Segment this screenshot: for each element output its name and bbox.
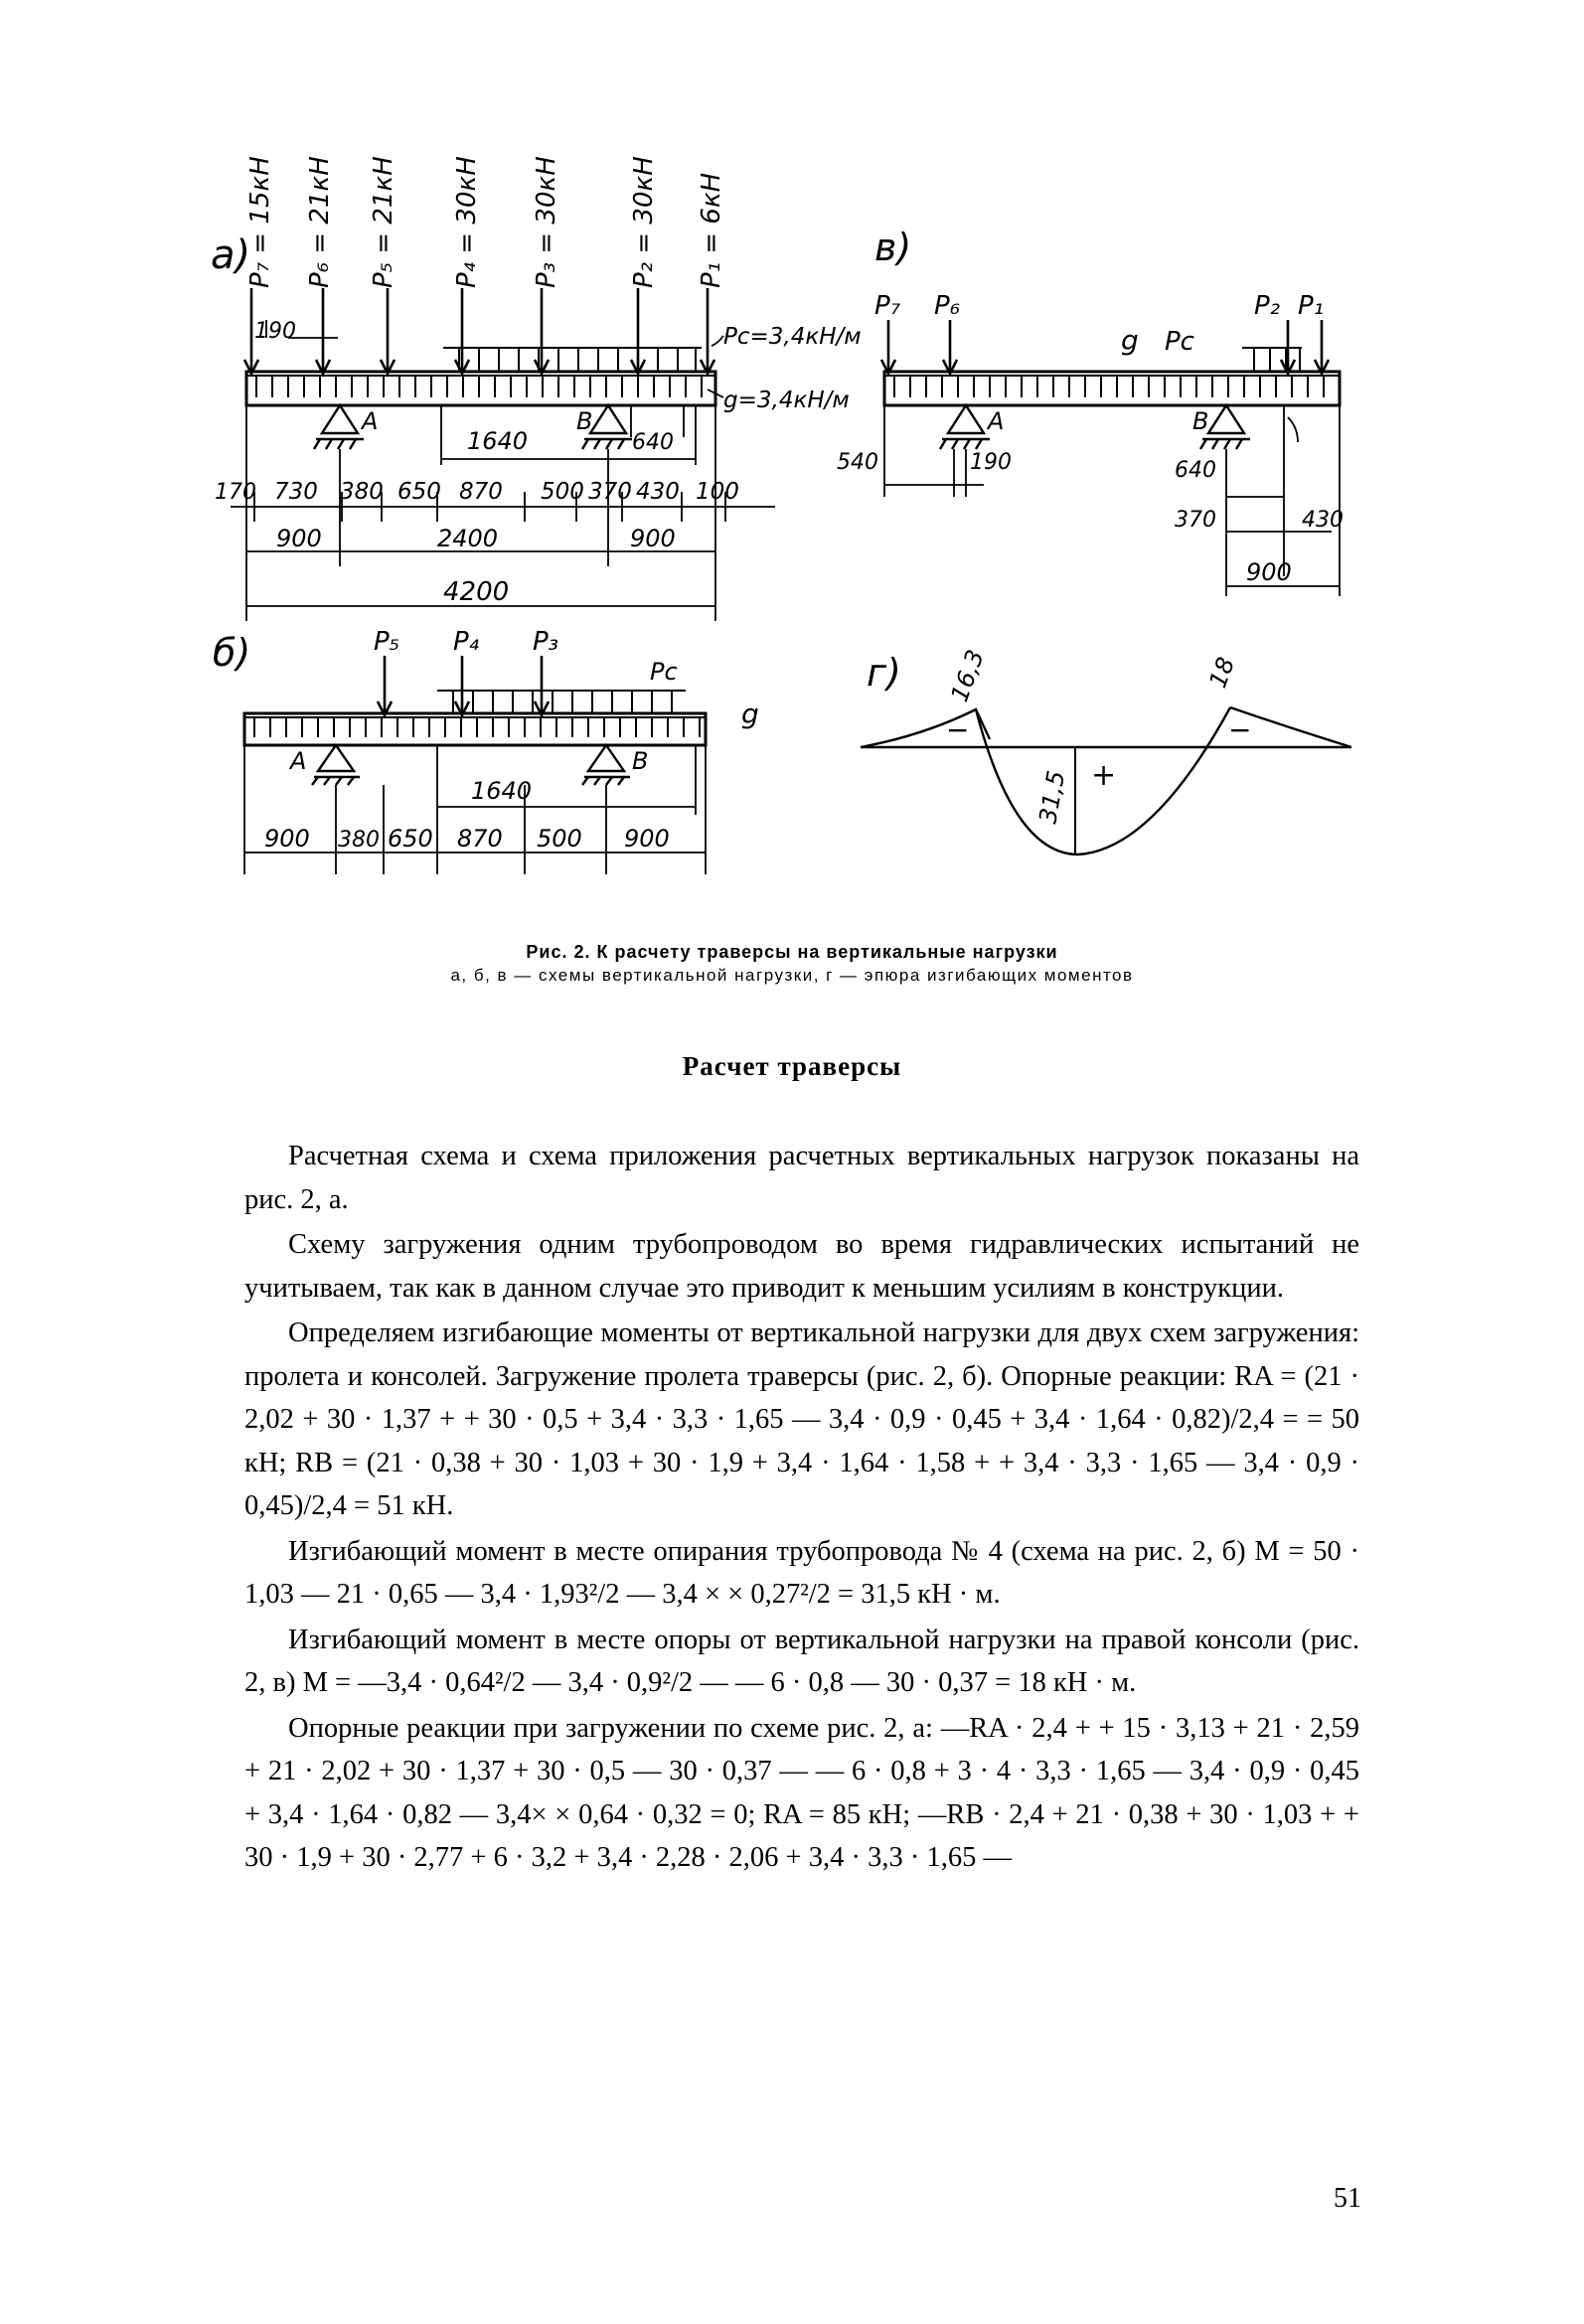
dim-b-650: 650 xyxy=(388,825,433,852)
pc-label-a: Pc=3,4кН/м xyxy=(723,324,862,350)
load-label-p6: P₆ = 21кН xyxy=(305,156,335,288)
body-text xyxy=(244,1135,1359,1882)
load-label-b-p4: P₄ xyxy=(453,627,480,657)
load-label-p4: P₄ = 30кН xyxy=(452,156,482,288)
load-label-v-p7: P₇ xyxy=(874,291,901,321)
paragraph: Схему загружения одним трубопроводом во время гидравлических испытаний не учитываем, так как в данном случае это приводит к меньшим усилиям в конструкции. xyxy=(244,1229,1359,1304)
panel-label-v: в) xyxy=(874,226,912,269)
dim-b-380: 380 xyxy=(338,828,380,852)
load-label-b-p3: P₃ xyxy=(533,627,559,657)
load-label-p5: P₅ = 21кН xyxy=(369,156,398,288)
dim-650: 650 xyxy=(397,479,441,505)
load-label-v-p6: P₆ xyxy=(934,291,961,321)
figure-caption-title: Рис. 2. К расчету траверсы на вертикальные нагрузки xyxy=(526,942,1058,962)
panel-label-b: б) xyxy=(213,631,251,675)
pc-label-v: Pc xyxy=(1165,327,1194,357)
dim-b-900-left: 900 xyxy=(264,825,310,852)
dim-100: 100 xyxy=(696,479,739,505)
pc-label-b: Pc xyxy=(650,658,678,686)
moment-right-peak: 18 xyxy=(1203,653,1241,693)
dim-1640-b: 1640 xyxy=(471,777,533,805)
section-title: Расчет траверсы xyxy=(682,1051,902,1081)
dim-b-500: 500 xyxy=(537,825,582,852)
dim-370: 370 xyxy=(588,479,632,505)
dim-730: 730 xyxy=(274,479,318,505)
paragraph: Определяем изгибающие моменты от вертикальной нагрузки для двух схем загружения: пролета и консолей. Загружение пролета траверсы (рис. 2, б). Опорные реакции: RA = (21 · 2,02 + 30 · 1,37 + + 30 · 0,5 + 3,4 · 3,3 · 1,65 — 3,4 · 0,9 · 0,45 + 3,4 · 1,64 · 0,82)/2,4 = = 50 кН; RB = (21 · 0,38 + 30 · 1,03 + 30 · 1,9 + 3,4 · 1,64 · 1,58 + + 3,4 · 3,3 · 1,65 — 3,4 · 0,9 · 0,45)/2,4 = 51 кН. xyxy=(244,1317,1359,1521)
dim-380: 380 xyxy=(340,479,384,505)
dim-190: 190 xyxy=(254,319,296,344)
paragraph: Изгибающий момент в месте опоры от вертикальной нагрузки на правой консоли (рис. 2, в) M = —3,4 · 0,64²/2 — 3,4 · 0,9²/2 — — 6 · 0,8 — 30 · 0,37 = 18 кН · м. xyxy=(244,1624,1359,1698)
moment-sign-plus: + xyxy=(1091,758,1117,793)
load-label-p1: P₁ = 6кН xyxy=(697,172,726,288)
panel-label-a: а) xyxy=(211,232,251,278)
support-label-b-a: A xyxy=(290,747,307,775)
dim-1640-a: 1640 xyxy=(467,427,529,455)
dim-v-370: 370 xyxy=(1175,508,1216,533)
figure-beam-schemes xyxy=(0,0,1584,934)
load-label-v-p2: P₂ xyxy=(1254,291,1281,321)
dim-b-900-right: 900 xyxy=(624,825,670,852)
load-label-p7: P₇ = 15кН xyxy=(245,156,275,288)
q-label-v: g xyxy=(1121,324,1139,357)
support-label-b-b: B xyxy=(632,747,649,775)
q-label-a: g=3,4кН/м xyxy=(723,387,850,413)
dim-170: 170 xyxy=(215,480,256,505)
paragraph: Расчетная схема и схема приложения расчетных вертикальных нагрузок показаны на рис. 2, а. xyxy=(244,1141,1359,1215)
dim-870: 870 xyxy=(459,479,503,505)
figure-caption-subtitle: а, б, в — схемы вертикальной нагрузки, г — эпюра изгибающих моментов xyxy=(450,966,1134,985)
moment-sign-right: − xyxy=(1228,713,1252,746)
moment-left-peak: 16,3 xyxy=(945,646,990,706)
dim-640-a: 640 xyxy=(632,430,674,455)
dim-2400: 2400 xyxy=(437,525,499,552)
panel-label-g: г) xyxy=(867,651,901,695)
load-label-p2: P₂ = 30кН xyxy=(629,156,659,288)
moment-mid: 31,5 xyxy=(1033,768,1071,827)
support-label-v-a: A xyxy=(988,407,1005,435)
beam-a xyxy=(246,372,715,405)
support-label-a: A xyxy=(362,407,379,435)
paragraph: Изгибающий момент в месте опирания трубопровода № 4 (схема на рис. 2, б) M = 50 · 1,03 — 21 · 0,65 — 3,4 · 1,93²/2 — 3,4 × × 0,27²/2 = 31,5 кН · м. xyxy=(244,1535,1359,1610)
moment-sign-left: − xyxy=(946,713,970,746)
dim-900-right: 900 xyxy=(630,525,676,552)
dim-v-640: 640 xyxy=(1175,458,1216,483)
dim-v-540: 540 xyxy=(837,450,878,475)
q-label-b: g xyxy=(741,697,759,730)
dim-v-190: 190 xyxy=(970,450,1012,475)
scheme-v xyxy=(881,320,1340,596)
dim-4200: 4200 xyxy=(443,577,510,607)
dim-v-430: 430 xyxy=(1302,508,1344,533)
load-label-b-p5: P₅ xyxy=(374,627,400,657)
dim-b-870: 870 xyxy=(457,825,503,852)
dim-900-left: 900 xyxy=(276,525,322,552)
support-label-v-b: B xyxy=(1192,407,1209,435)
load-label-p3: P₃ = 30кН xyxy=(532,156,561,288)
paragraph: Опорные реакции при загружении по схеме рис. 2, а: —RA · 2,4 + + 15 · 3,13 + 21 · 2,59 + 21 · 2,02 + 30 · 1,37 + 30 · 0,5 — 30 · 0,37 — — 6 · 0,8 + 3 · 4 · 3,3 · 1,65 — 3,4 · 0,9 · 0,45 + 3,4 · 1,64 · 0,82 — 3,4× × 0,64 · 0,32 = 0; RA = 85 кН; —RB · 2,4 + 21 · 0,38 + 30 · 1,03 + + 30 · 1,9 + 30 · 2,77 + 6 · 3,2 + 3,4 · 2,28 · 2,06 + 3,4 · 3,3 · 1,65 — xyxy=(244,1712,1359,1873)
dim-430: 430 xyxy=(636,479,680,505)
page-number: 51 xyxy=(1334,2183,1361,2214)
load-label-v-p1: P₁ xyxy=(1298,291,1325,321)
support-a-left xyxy=(314,405,364,449)
dim-v-900: 900 xyxy=(1246,558,1292,586)
dim-500: 500 xyxy=(541,479,584,505)
support-label-b: B xyxy=(576,407,593,435)
